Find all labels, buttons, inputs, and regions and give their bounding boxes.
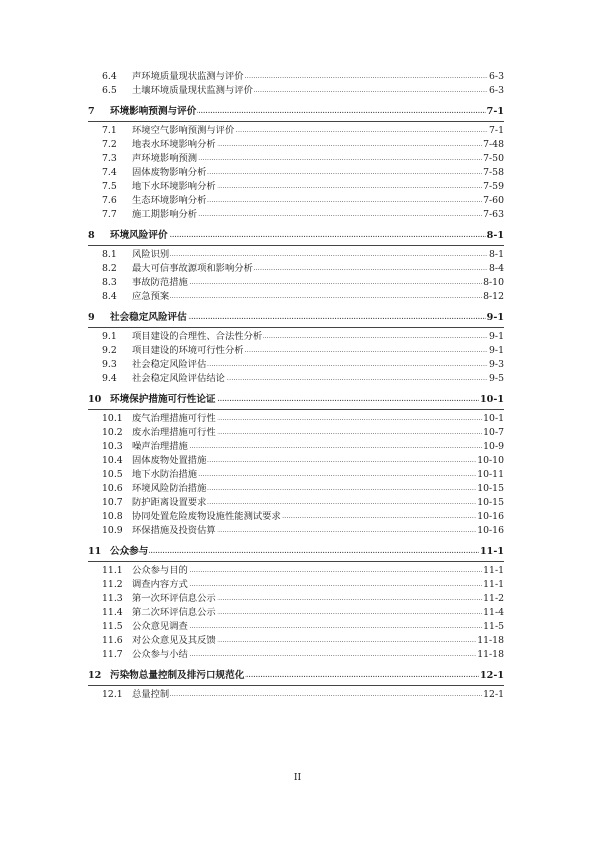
toc-entry-number: 7.2 [102, 139, 117, 150]
toc-entry-title: 调查内容方式 [132, 579, 188, 590]
toc-entry-page: 9-1 [489, 345, 504, 356]
toc-entry-number: 10.8 [102, 511, 123, 522]
toc-entry-number: 7.3 [102, 153, 117, 164]
toc-entry-page: 10-15 [477, 497, 504, 508]
toc-entry-number: 9.2 [102, 345, 117, 356]
toc-entry-title: 项目建设的合理性、合法性分析 [132, 331, 263, 342]
toc-entry-page: 9-1 [489, 331, 504, 342]
toc-section-entry[interactable] [88, 166, 504, 180]
toc-section-entry[interactable] [88, 330, 504, 344]
toc-section-entry[interactable] [88, 358, 504, 372]
toc-entry-title: 噪声治理措施 [132, 441, 188, 452]
toc-section-entry[interactable] [88, 578, 504, 592]
toc-entry-number: 10.2 [102, 427, 123, 438]
toc-leader-dots [110, 228, 504, 244]
toc-entry-number: 11.7 [102, 649, 123, 660]
toc-entry-page: 10-1 [483, 413, 504, 424]
toc-entry-page: 10-15 [477, 483, 504, 494]
toc-section-entry[interactable] [88, 606, 504, 620]
toc-section-entry[interactable] [88, 344, 504, 358]
toc-entry-page: 7-59 [483, 181, 504, 192]
toc-entry-title: 声环境影响预测 [132, 153, 198, 164]
toc-entry-page: 10-10 [477, 455, 504, 466]
toc-entry-title: 地表水环境影响分析 [132, 139, 216, 150]
toc-entry-number: 12 [88, 670, 102, 681]
toc-entry-page: 11-2 [483, 593, 504, 604]
toc-section-entry[interactable] [88, 138, 504, 152]
toc-entry-number: 7 [88, 106, 95, 117]
toc-entry-title: 声环境质量现状监测与评价 [132, 71, 244, 82]
toc-section-entry[interactable] [88, 440, 504, 454]
toc-entry-number: 10 [88, 394, 102, 405]
toc-entry-title: 废水治理措施可行性 [132, 427, 216, 438]
toc-entry-number: 7.1 [102, 125, 117, 136]
toc-entry-number: 11 [88, 546, 102, 557]
toc-entry-number: 8.1 [102, 249, 117, 260]
toc-entry-page: 7-50 [483, 153, 504, 164]
toc-entry-title: 第一次环评信息公示 [132, 593, 216, 604]
toc-entry-title: 社会稳定风险评估 [110, 310, 188, 326]
toc-entry-number: 11.6 [102, 635, 123, 646]
toc-section-entry[interactable] [88, 634, 504, 648]
toc-section-entry[interactable] [88, 180, 504, 194]
toc-entry-title: 总量控制 [132, 689, 170, 700]
toc-entry-page: 9-1 [486, 310, 504, 326]
toc-section-entry[interactable] [88, 84, 504, 98]
toc-entry-title: 对公众意见及其反馈 [132, 635, 216, 646]
toc-entry-page: 11-1 [483, 579, 504, 590]
toc-entry-number: 11.3 [102, 593, 123, 604]
toc-entry-page: 9-5 [489, 373, 504, 384]
toc-entry-page: 12-1 [479, 668, 504, 684]
toc-chapter-entry[interactable] [88, 104, 504, 120]
toc-entry-number: 8 [88, 230, 95, 241]
toc-entry-title: 防护距离设置要求 [132, 497, 207, 508]
toc-entry-number: 8.3 [102, 277, 117, 288]
toc-entry-title: 项目建设的环境可行性分析 [132, 345, 244, 356]
toc-entry-number: 10.6 [102, 483, 123, 494]
toc-entry-number: 8.4 [102, 291, 117, 302]
toc-entry-page: 7-63 [483, 209, 504, 220]
toc-entry-number: 10.9 [102, 525, 123, 536]
toc-entry-title: 土壤环境质量现状监测与评价 [132, 85, 253, 96]
toc-section-entry[interactable] [88, 70, 504, 84]
toc-entry-title: 固体废物处置措施 [132, 455, 207, 466]
toc-section-entry[interactable] [88, 648, 504, 662]
toc-section-entry[interactable] [88, 248, 504, 262]
toc-entry-number: 9.4 [102, 373, 117, 384]
toc-entry-page: 10-1 [479, 392, 504, 408]
toc-section-entry[interactable] [88, 592, 504, 606]
toc-entry-title: 环境保护措施可行性论证 [110, 392, 217, 408]
toc-entry-number: 8.2 [102, 263, 117, 274]
toc-section-entry[interactable] [88, 290, 504, 304]
toc-section-entry[interactable] [88, 208, 504, 222]
toc-section-entry[interactable] [88, 124, 504, 138]
toc-entry-title: 环境风险防治措施 [132, 483, 207, 494]
toc-entry-title: 施工期影响分析 [132, 209, 198, 220]
toc-entry-page: 7-1 [486, 104, 504, 120]
toc-chapter-entry[interactable] [88, 310, 504, 326]
toc-entry-title: 环保措施及投资估算 [132, 525, 216, 536]
toc-entry-page: 11-1 [479, 544, 504, 560]
toc-entry-page: 9-3 [489, 359, 504, 370]
toc-leader-dots [132, 688, 504, 702]
toc-section-entry[interactable] [88, 412, 504, 426]
toc-entry-page: 11-18 [477, 649, 504, 660]
toc-entry-number: 6.5 [102, 85, 117, 96]
toc-entry-title: 公众参与 [110, 544, 149, 560]
toc-entry-title: 地下水环境影响分析 [132, 181, 216, 192]
toc-section-entry[interactable] [88, 620, 504, 634]
toc-entry-number: 11.4 [102, 607, 123, 618]
toc-entry-title: 公众意见调查 [132, 621, 188, 632]
toc-section-entry[interactable] [88, 510, 504, 524]
toc-entry-page: 8-1 [486, 228, 504, 244]
table-of-contents [88, 70, 504, 702]
toc-entry-number: 7.6 [102, 195, 117, 206]
toc-entry-number: 10.4 [102, 455, 123, 466]
toc-section-entry[interactable] [88, 454, 504, 468]
toc-entry-page: 11-1 [483, 565, 504, 576]
toc-entry-title: 应急预案 [132, 291, 170, 302]
toc-entry-page: 11-4 [483, 607, 504, 618]
toc-leader-dots [132, 248, 504, 262]
toc-entry-page: 8-10 [483, 277, 504, 288]
toc-entry-page: 10-11 [477, 469, 504, 480]
toc-section-entry[interactable] [88, 426, 504, 440]
chapter-divider [88, 561, 504, 562]
toc-entry-number: 10.5 [102, 469, 123, 480]
toc-entry-page: 10-7 [483, 427, 504, 438]
toc-entry-number: 7.4 [102, 167, 117, 178]
chapter-divider [88, 121, 504, 122]
toc-section-entry[interactable] [88, 262, 504, 276]
chapter-divider [88, 245, 504, 246]
toc-section-entry[interactable] [88, 372, 504, 386]
toc-section-entry[interactable] [88, 152, 504, 166]
toc-entry-page: 11-5 [483, 621, 504, 632]
toc-entry-title: 第二次环评信息公示 [132, 607, 216, 618]
page-number: II [293, 772, 302, 783]
toc-section-entry[interactable] [88, 564, 504, 578]
toc-entry-number: 6.4 [102, 71, 117, 82]
chapter-divider [88, 685, 504, 686]
toc-entry-title: 环境空气影响预测与评价 [132, 125, 235, 136]
toc-entry-title: 社会稳定风险评估结论 [132, 373, 225, 384]
toc-entry-title: 风险识别 [132, 249, 170, 260]
toc-leader-dots [110, 544, 504, 560]
toc-entry-number: 11.2 [102, 579, 123, 590]
toc-chapter-entry[interactable] [88, 228, 504, 244]
toc-entry-page: 8-12 [483, 291, 504, 302]
toc-entry-number: 9.1 [102, 331, 117, 342]
chapter-divider [88, 409, 504, 410]
toc-entry-number: 9 [88, 312, 95, 323]
toc-section-entry[interactable] [88, 468, 504, 482]
toc-entry-page: 12-1 [483, 689, 504, 700]
toc-entry-number: 10.7 [102, 497, 123, 508]
toc-section-entry[interactable] [88, 276, 504, 290]
toc-entry-number: 7.5 [102, 181, 117, 192]
toc-entry-title: 公众参与小结 [132, 649, 188, 660]
toc-entry-title: 环境风险评价 [110, 228, 169, 244]
toc-entry-title: 地下水防治措施 [132, 469, 198, 480]
toc-section-entry[interactable] [88, 194, 504, 208]
toc-chapter-entry[interactable] [88, 668, 504, 684]
toc-entry-page: 8-1 [489, 249, 504, 260]
toc-entry-title: 协同处置危险废物设施性能测试要求 [132, 511, 281, 522]
toc-section-entry[interactable] [88, 482, 504, 496]
toc-entry-title: 生态环境影响分析 [132, 195, 207, 206]
toc-chapter-entry[interactable] [88, 392, 504, 408]
toc-entry-page: 7-48 [483, 139, 504, 150]
toc-entry-page: 7-1 [489, 125, 504, 136]
toc-entry-number: 7.7 [102, 209, 117, 220]
toc-entry-page: 10-16 [477, 511, 504, 522]
toc-section-entry[interactable] [88, 524, 504, 538]
toc-entry-number: 10.1 [102, 413, 123, 424]
toc-entry-title: 环境影响预测与评价 [110, 104, 197, 120]
toc-entry-page: 11-18 [477, 635, 504, 646]
toc-entry-title: 污染物总量控制及排污口规范化 [110, 668, 245, 684]
toc-leader-dots [132, 290, 504, 304]
toc-entry-page: 10-9 [483, 441, 504, 452]
toc-entry-page: 8-4 [489, 263, 504, 274]
toc-entry-page: 7-58 [483, 167, 504, 178]
toc-entry-title: 社会稳定风险评估 [132, 359, 207, 370]
toc-entry-page: 7-60 [483, 195, 504, 206]
toc-entry-page: 6-3 [489, 71, 504, 82]
toc-chapter-entry[interactable] [88, 544, 504, 560]
toc-entry-title: 最大可信事故源项和影响分析 [132, 263, 253, 274]
toc-section-entry[interactable] [88, 688, 504, 702]
toc-entry-number: 12.1 [102, 689, 123, 700]
toc-entry-number: 11.5 [102, 621, 123, 632]
toc-entry-page: 10-16 [477, 525, 504, 536]
toc-entry-page: 6-3 [489, 85, 504, 96]
toc-entry-title: 固体废物影响分析 [132, 167, 207, 178]
toc-entry-number: 11.1 [102, 565, 123, 576]
toc-entry-number: 9.3 [102, 359, 117, 370]
chapter-divider [88, 327, 504, 328]
toc-entry-title: 事故防范措施 [132, 277, 188, 288]
toc-section-entry[interactable] [88, 496, 504, 510]
toc-entry-title: 废气治理措施可行性 [132, 413, 216, 424]
toc-entry-title: 公众参与目的 [132, 565, 188, 576]
toc-entry-number: 10.3 [102, 441, 123, 452]
